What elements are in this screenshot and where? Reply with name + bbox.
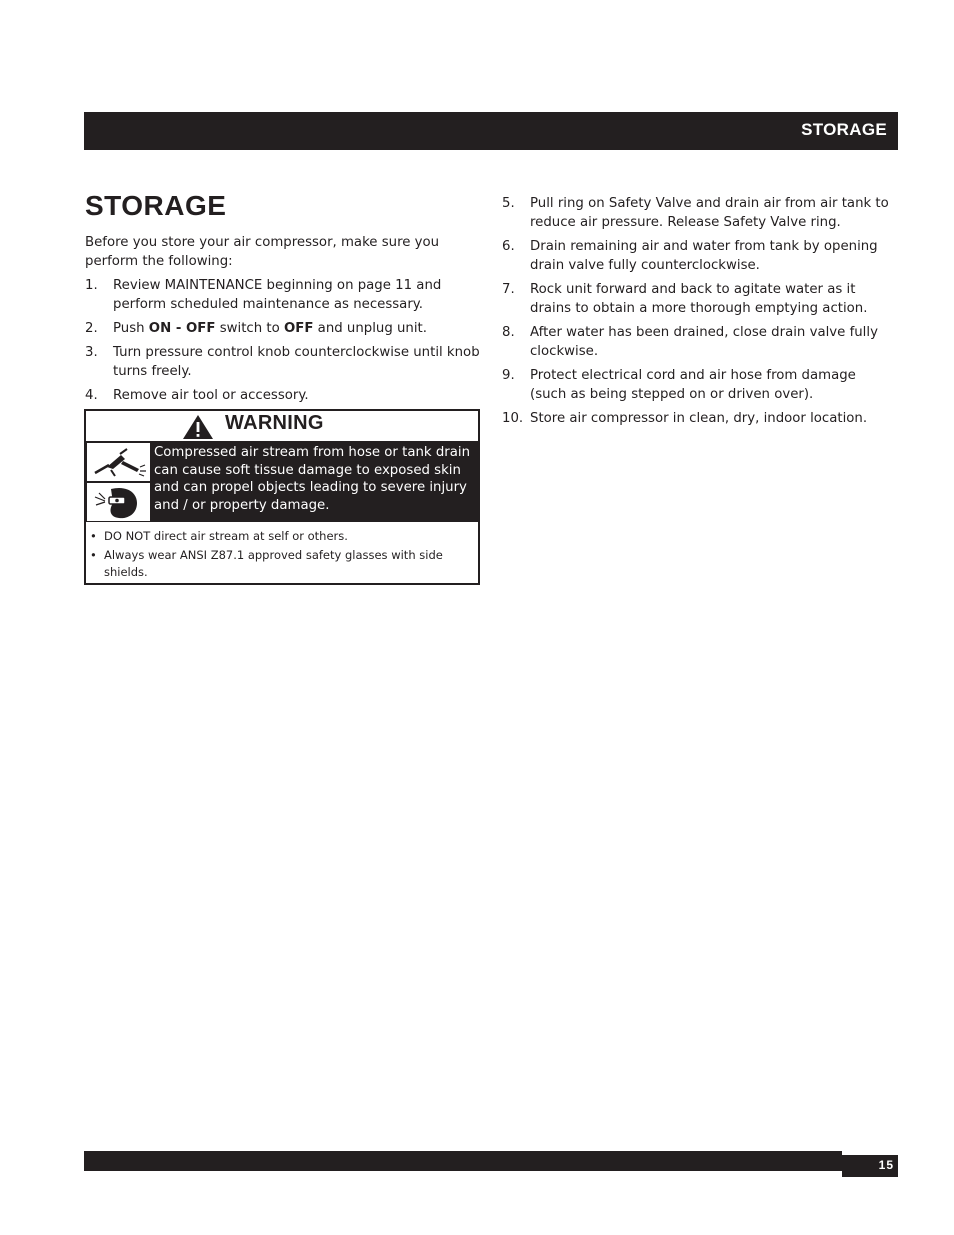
list-item xyxy=(85,343,480,381)
steps-list-right xyxy=(502,194,894,433)
list-item xyxy=(502,409,894,428)
hazard-description: Compressed air stream from hose or tank drain can cause soft tissue damage to exposed skin and can propel objects leading to severe injury and / or property damage. xyxy=(154,445,471,513)
step-number: 9. xyxy=(502,368,515,383)
header-section-label: STORAGE xyxy=(801,120,887,139)
air-gun-hazard-icon xyxy=(87,443,150,481)
step-text-bold-off: OFF xyxy=(283,321,314,336)
warning-title: WARNING xyxy=(225,412,324,434)
step-text-bold-switch: ON - OFF xyxy=(148,321,216,336)
list-item xyxy=(85,386,480,405)
step-number: 5. xyxy=(502,196,515,211)
step-number: 4. xyxy=(85,388,98,403)
step-text: Turn pressure control knob counterclockwise until knob turns freely. xyxy=(113,345,480,379)
step-number: 8. xyxy=(502,325,515,340)
warning-header xyxy=(86,411,478,442)
step-number: 3. xyxy=(85,345,98,360)
steps-list-left xyxy=(85,276,480,410)
footer-bar xyxy=(84,1151,842,1171)
list-item: • DO NOT direct air stream at self or others. xyxy=(90,528,478,545)
step-text: Rock unit forward and back to agitate water as it drains to obtain a more thorough emptying action. xyxy=(530,282,868,316)
list-item xyxy=(502,366,894,404)
step-number: 2. xyxy=(85,321,98,336)
page-number-box xyxy=(842,1155,898,1177)
page-title: STORAGE xyxy=(85,190,227,221)
hazard-panel xyxy=(86,442,478,522)
step-text: After water has been drained, close drain valve fully clockwise. xyxy=(530,325,878,359)
step-text: Review MAINTENANCE beginning on page 11 and perform scheduled maintenance as necessary. xyxy=(113,278,442,312)
list-item xyxy=(502,237,894,275)
step-text: Store air compressor in clean, dry, indoor location. xyxy=(530,411,868,426)
list-item: • Always wear ANSI Z87.1 approved safety glasses with side shields. xyxy=(90,547,478,581)
step-number: 6. xyxy=(502,239,515,254)
step-text-pre: Push xyxy=(113,321,149,336)
list-item xyxy=(85,276,480,314)
step-text: Drain remaining air and water from tank by opening drain valve fully counterclockwise. xyxy=(530,239,878,273)
step-number: 7. xyxy=(502,282,515,297)
warning-bullet-list xyxy=(86,522,478,581)
eye-protection-icon xyxy=(87,483,150,521)
step-text: Protect electrical cord and air hose from damage (such as being stepped on or driven over). xyxy=(530,368,856,402)
page-number: 15 xyxy=(878,1158,894,1172)
intro-text: Before you store your air compressor, make sure you perform the following: xyxy=(85,235,440,269)
step-number: 10. xyxy=(502,411,524,426)
step-text: Remove air tool or accessory. xyxy=(113,388,309,403)
warning-triangle-icon xyxy=(182,414,214,440)
step-number: 1. xyxy=(85,278,98,293)
step-text-mid: switch to xyxy=(215,321,284,336)
list-item xyxy=(502,323,894,361)
step-text-post: and unplug unit. xyxy=(313,321,427,336)
list-item xyxy=(502,280,894,318)
step-text: Pull ring on Safety Valve and drain air from air tank to reduce air pressure. Release Safety Valve ring. xyxy=(530,196,889,230)
list-item xyxy=(85,319,480,338)
list-item xyxy=(502,194,894,232)
header-bar xyxy=(84,112,898,150)
warning-box xyxy=(84,409,480,585)
